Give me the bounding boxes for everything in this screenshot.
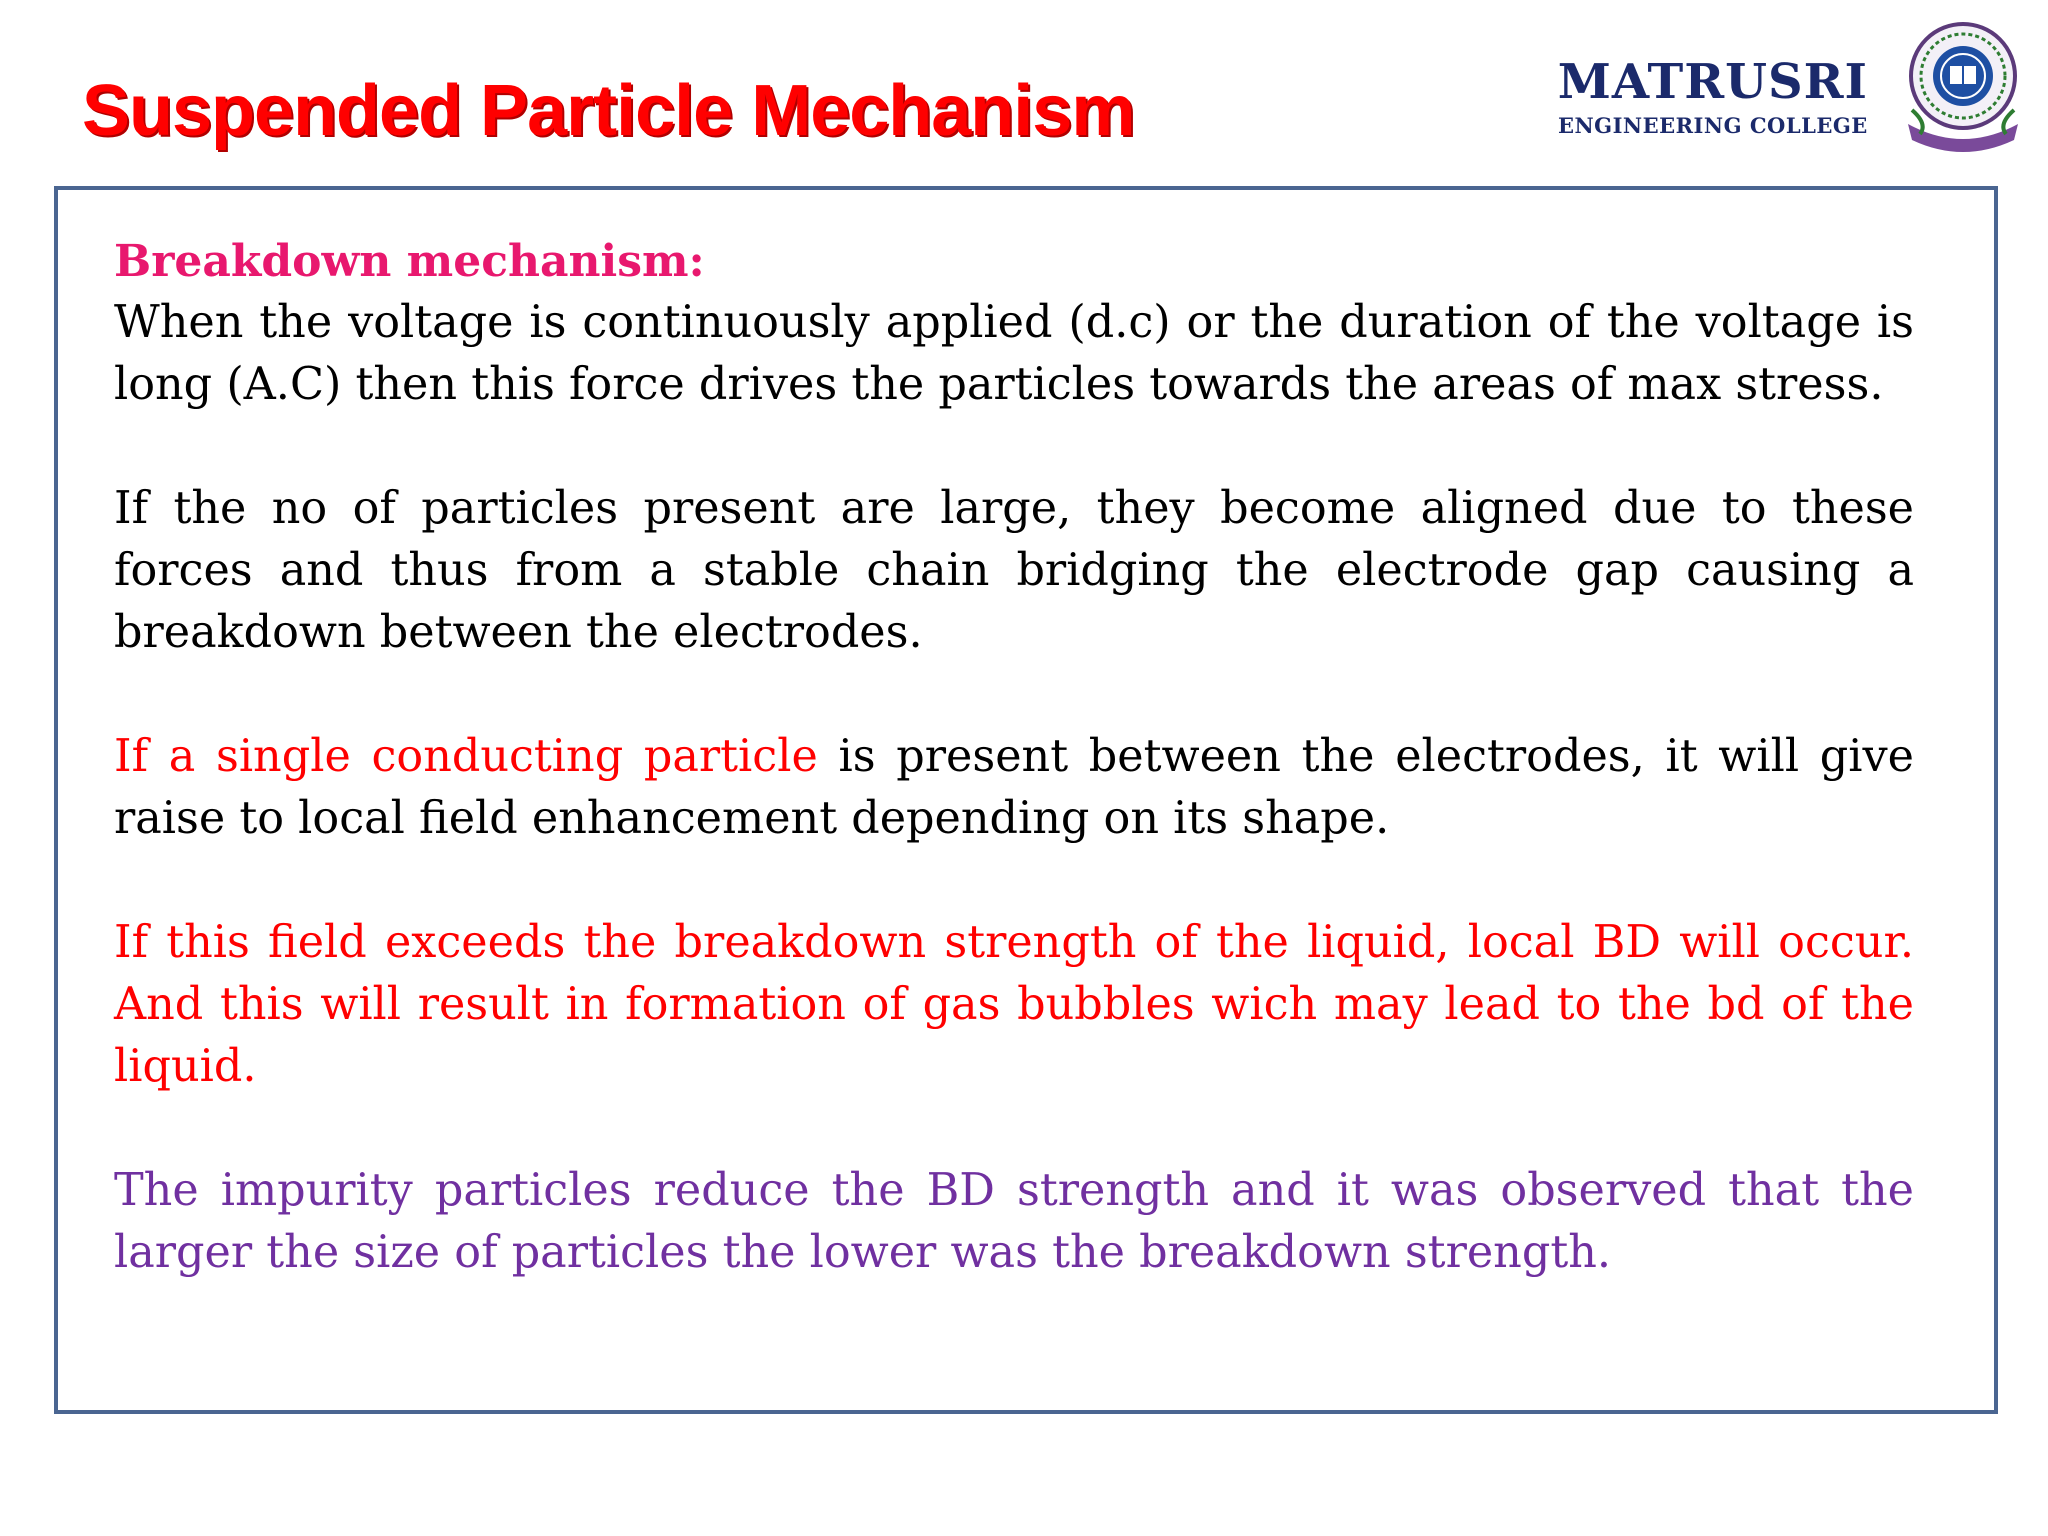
paragraph-4: If this field exceeds the breakdown strength of the liquid, local BD will occur. And this will result in formation of gas bubbles wich may lead to the bd of the liquid.: [114, 917, 1914, 1092]
paragraph-5: The impurity particles reduce the BD strength and it was observed that the larger the size of particles the lower was the breakdown strength.: [114, 1165, 1914, 1278]
college-emblem-icon: [1898, 14, 2028, 154]
paragraph-3-text: is present between the electrodes, it will give raise to local field enhancement depending on its shape.: [114, 731, 1914, 844]
paragraph-1: When the voltage is continuously applied (d.c) or the duration of the voltage is long (A.C) then this force drives the particles towards the areas of max stress.: [114, 297, 1914, 410]
paragraph-2: If the no of particles present are large, they become aligned due to these forces and thus from a stable chain bridging the electrode gap causing a breakdown between the electrodes.: [114, 483, 1914, 658]
college-name: MATRUSRI: [1557, 54, 1868, 110]
paragraph-3-highlight: If a single conducting particle: [114, 731, 818, 782]
slide-title: Suspended Particle Mechanism: [82, 71, 1135, 151]
college-subtitle: ENGINEERING COLLEGE: [1557, 113, 1868, 138]
college-logo-text: [1558, 54, 1868, 140]
content-box: [54, 186, 1998, 1414]
section-heading: Breakdown mechanism:: [114, 236, 705, 287]
paragraph-3: [114, 726, 1914, 850]
content-body: [114, 232, 1914, 1346]
